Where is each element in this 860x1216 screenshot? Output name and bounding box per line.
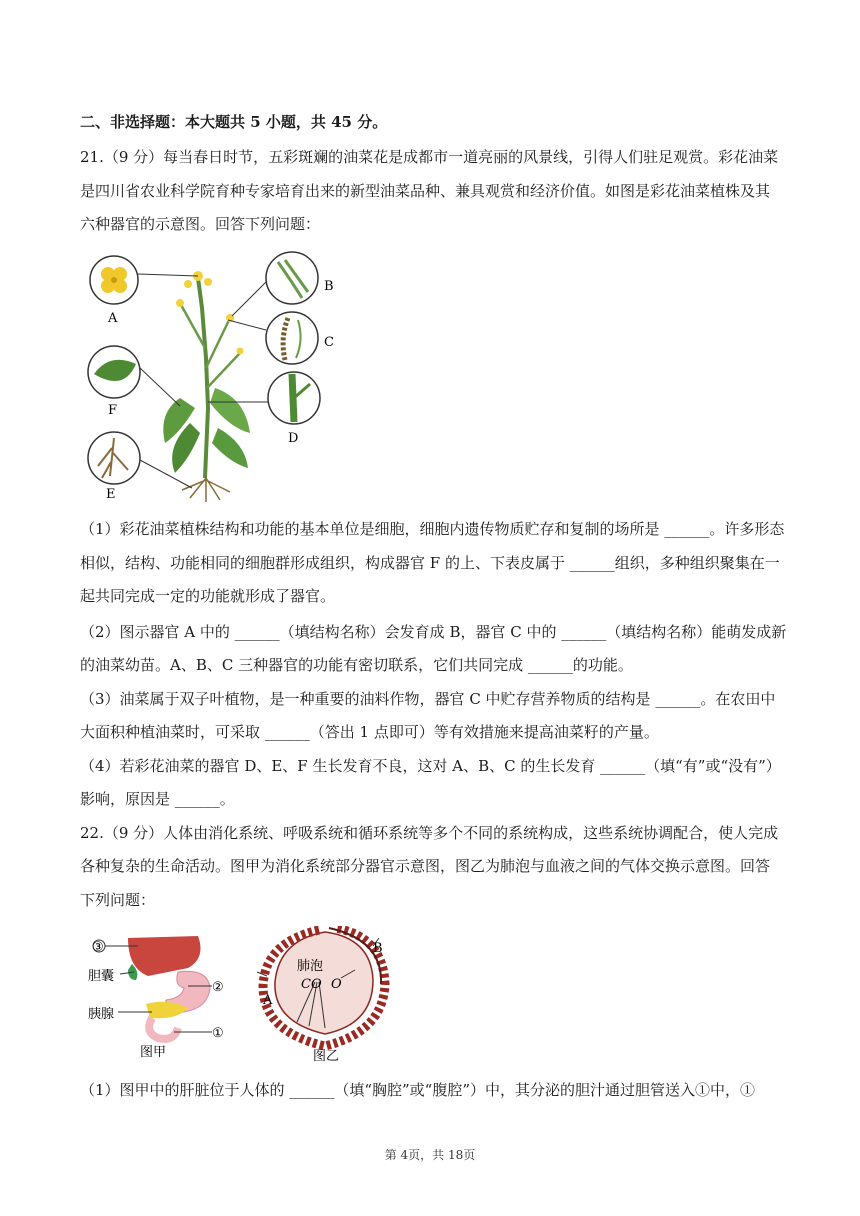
label-e: E bbox=[106, 487, 116, 502]
q21-intro-line: 六种器官的示意图。回答下列问题： bbox=[80, 215, 321, 233]
gallbladder-label: 胆囊 bbox=[88, 969, 115, 984]
o2-label: O bbox=[331, 977, 342, 992]
liver-shape bbox=[128, 936, 200, 976]
label-a: A bbox=[263, 993, 273, 1008]
q22-part-line: （1）图甲中的肝脏位于人体的 ______（填“胸腔”或“腹腔”）中，其分泌的胆汁通过胆管送入①中，① bbox=[80, 1081, 755, 1099]
q22-intro-line: 22.（9 分）人体由消化系统、呼吸系统和循环系统等多个不同的系统构成，这些系统协调配合，使人完成 bbox=[80, 824, 779, 842]
q21-part-line: 大面积种植油菜时，可采取 ______（答出 1 点即可）等有效措施来提高油菜籽的产量。 bbox=[80, 723, 659, 741]
q21-intro-line: 是四川省农业科学院育种专家培育出来的新型油菜品种、兼具观赏和经济价值。如图是彩花油菜植株及其 bbox=[80, 182, 771, 200]
q21-part-line: 起共同完成一定的功能就形成了器官。 bbox=[80, 587, 336, 605]
alveolus-gas-exchange-figure bbox=[255, 926, 395, 1064]
label-d: D bbox=[288, 431, 299, 446]
q21-part-line: （2）图示器官 A 中的 ______（填结构名称）会发育成 B，器官 C 中的 ______（填结构名称）能萌发成新 bbox=[80, 623, 787, 641]
fig-jia-caption: 图甲 bbox=[140, 1045, 167, 1060]
plant-illustration bbox=[163, 271, 250, 502]
mark-2: ② bbox=[212, 980, 224, 995]
q22-intro-line: 各种复杂的生命活动。图甲为消化系统部分器官示意图，图乙为肺泡与血液之间的气体交换示意图。回答 bbox=[80, 857, 771, 875]
q21-part-line: 相似，结构、功能相同的细胞群形成组织，构成器官 F 的上、下表皮属于 ______组织，多种组织聚集在一 bbox=[80, 554, 780, 572]
label-c: C bbox=[324, 335, 334, 350]
q21-part-line: 影响，原因是 ______。 bbox=[80, 790, 235, 808]
co2-label: CO bbox=[301, 977, 322, 992]
rapeseed-plant-figure bbox=[80, 248, 350, 504]
q21-intro-line: 21.（9 分）每当春日时节，五彩斑斓的油菜花是成都市一道亮丽的风景线，引得人们驻足观赏。彩花油菜 bbox=[80, 148, 779, 166]
label-b: B bbox=[373, 941, 383, 956]
mark-3: ③ bbox=[92, 940, 104, 955]
section-heading: 二、非选择题：本大题共 5 小题，共 45 分。 bbox=[80, 113, 388, 131]
q21-part-line: （3）油菜属于双子叶植物，是一种重要的油料作物，器官 C 中贮存营养物质的结构是 ______。在农田中 bbox=[80, 690, 776, 708]
digestive-system-figure bbox=[88, 928, 238, 1062]
page-footer: 第 4页，共 18页 bbox=[384, 1148, 476, 1162]
pancreas-label: 胰腺 bbox=[88, 1007, 115, 1022]
fig-yi-caption: 图乙 bbox=[313, 1049, 340, 1064]
label-b: B bbox=[324, 279, 334, 294]
label-f: F bbox=[108, 403, 118, 418]
q21-part-line: 的油菜幼苗。A、B、C 三种器官的功能有密切联系，它们共同完成 ______的功能。 bbox=[80, 656, 633, 674]
label-a: A bbox=[108, 311, 118, 326]
q21-part-line: （4）若彩花油菜的器官 D、E、F 生长发育不良，这对 A、B、C 的生长发育 ______（填“有”或“没有”） bbox=[80, 757, 781, 775]
duodenum-shape bbox=[149, 1018, 178, 1039]
mark-1: ① bbox=[212, 1026, 224, 1041]
q21-part-line: （1）彩花油菜植株结构和功能的基本单位是细胞，细胞内遗传物质贮存和复制的场所是 ______。许多形态 bbox=[80, 520, 785, 538]
alveolus-label: 肺泡 bbox=[297, 959, 324, 974]
q22-intro-line: 下列问题： bbox=[80, 891, 156, 909]
